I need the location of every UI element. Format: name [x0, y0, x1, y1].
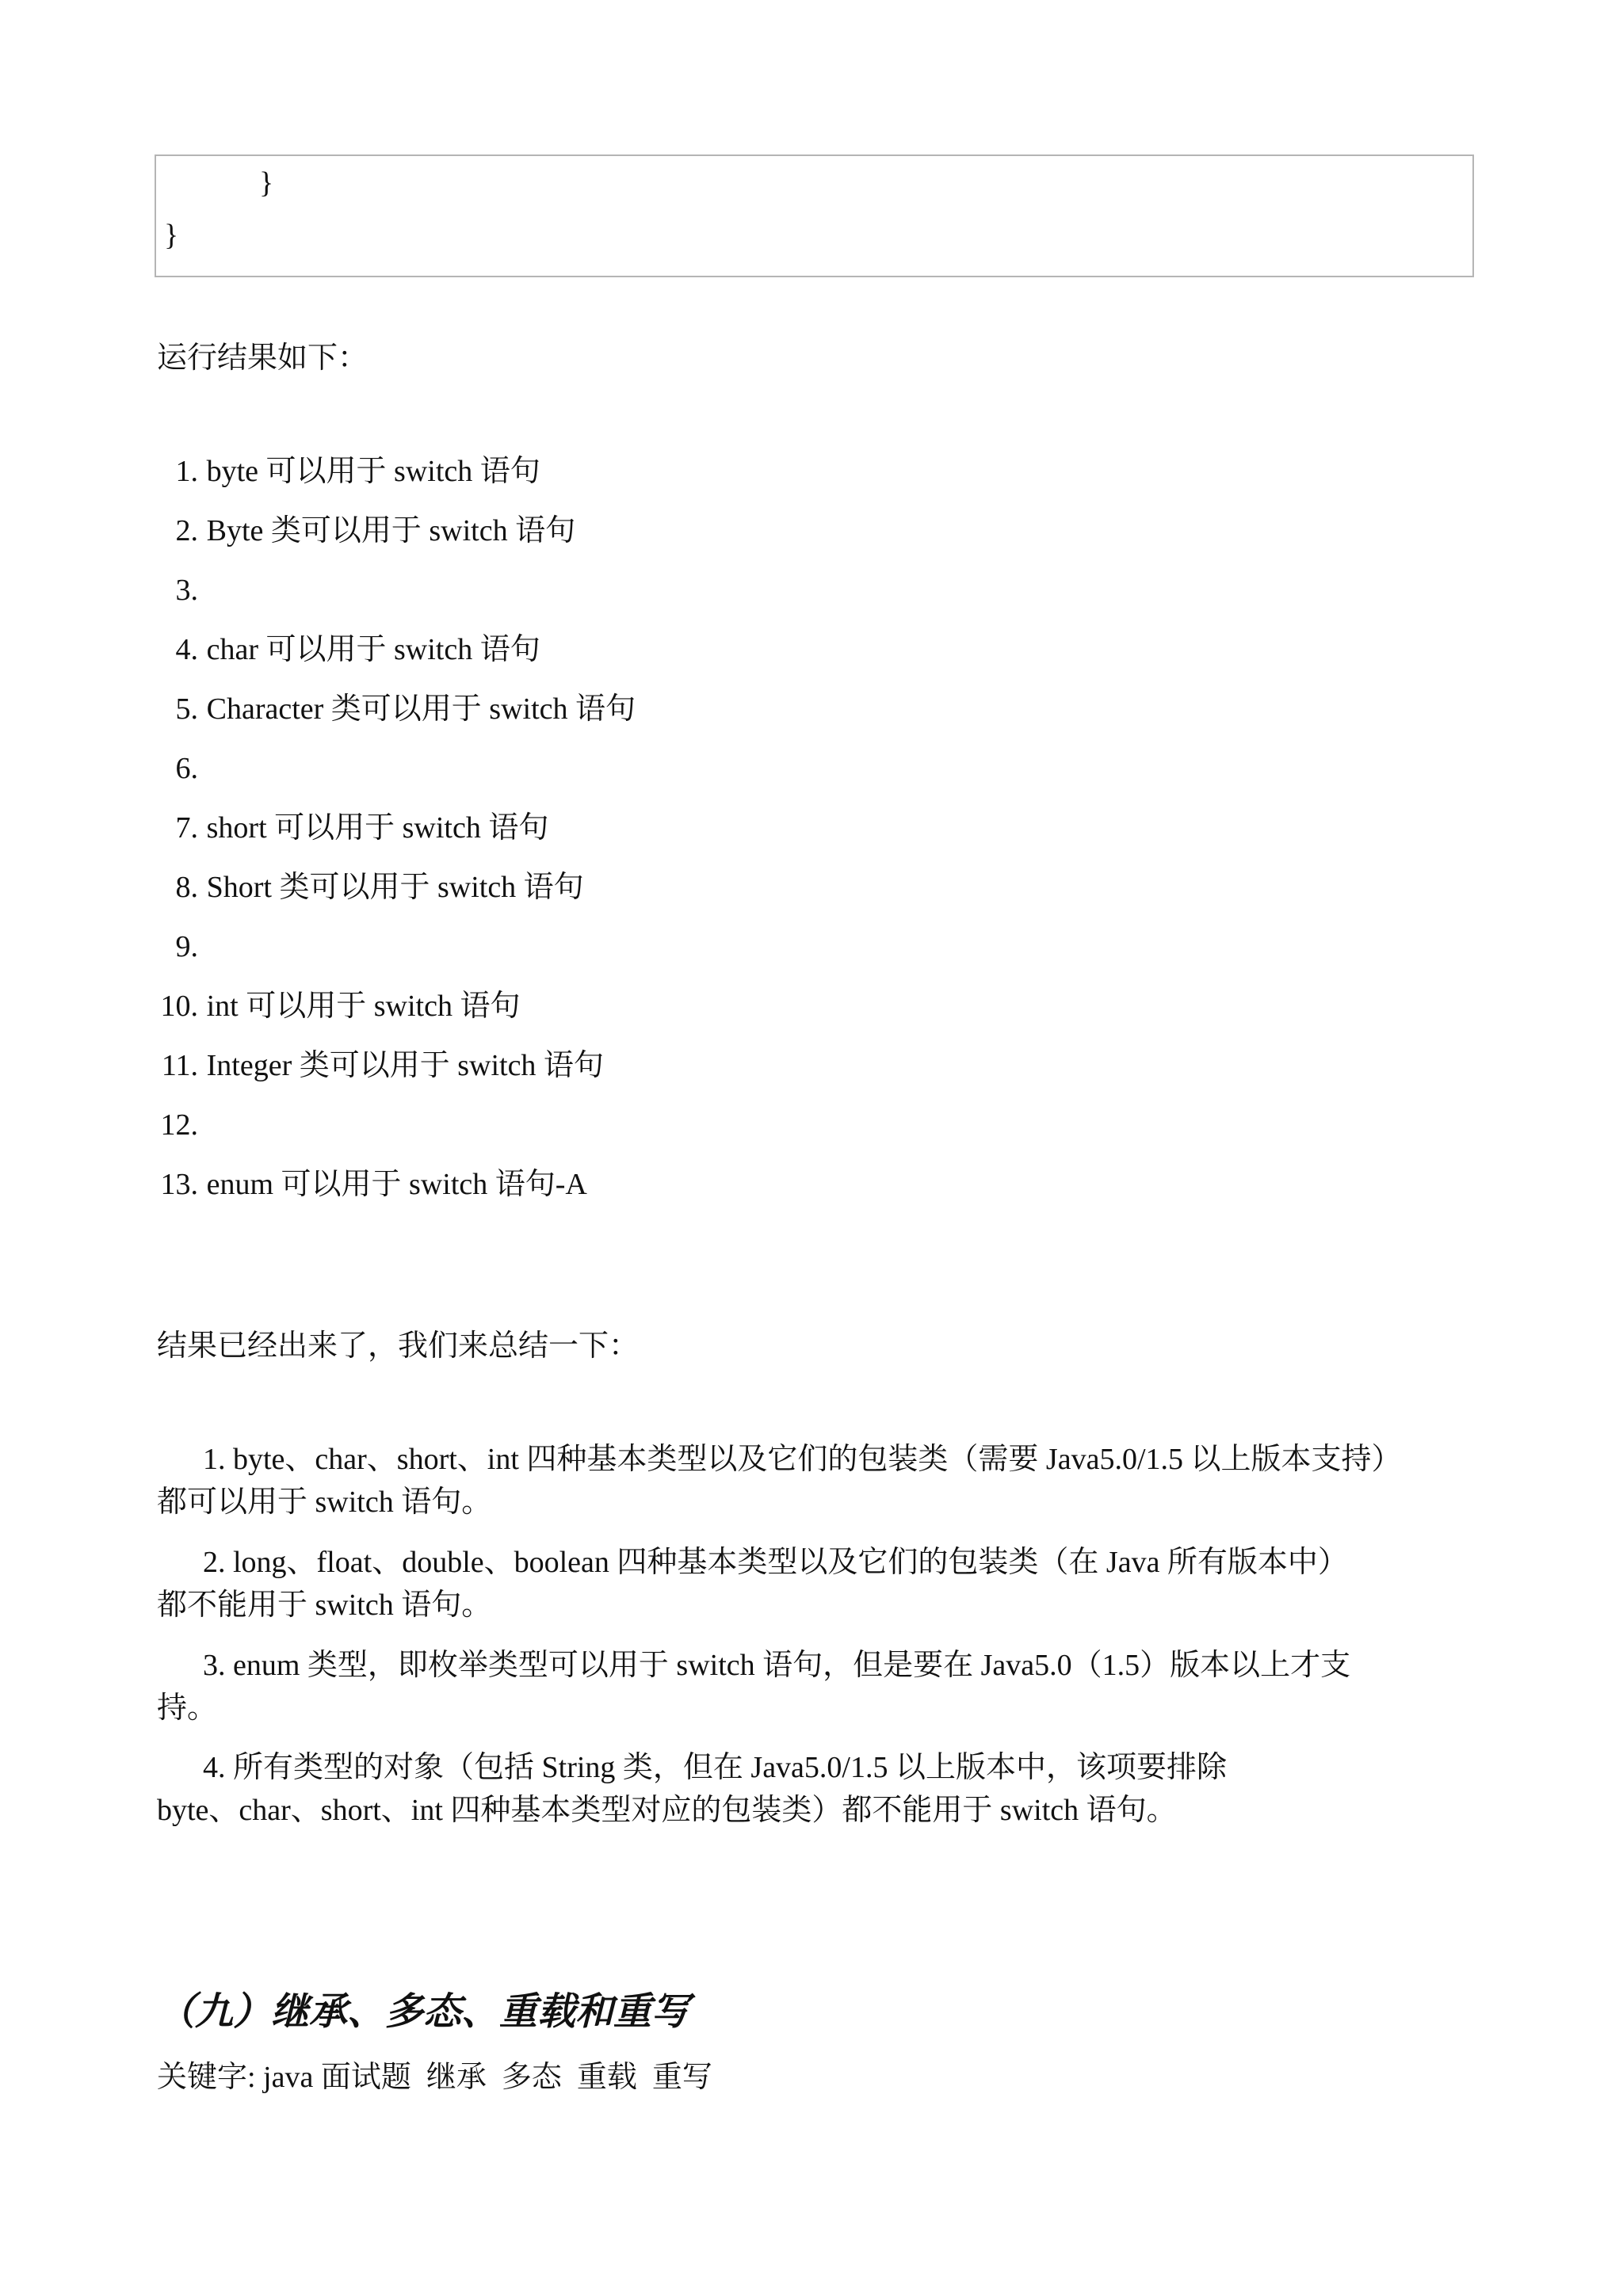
- summary-item-4: [157, 1746, 1488, 1832]
- list-item: 6.: [175, 752, 198, 785]
- section-heading: （九）继承、多态、重载和重写: [157, 1991, 690, 2033]
- list-item: 10. int 可以用于 switch 语句: [160, 990, 521, 1023]
- code-closing-brace-inner: }: [259, 166, 274, 200]
- list-item: 8. Short 类可以用于 switch 语句: [175, 871, 584, 904]
- code-closing-brace-outer: }: [164, 219, 179, 252]
- list-item: 7. short 可以用于 switch 语句: [175, 811, 549, 845]
- list-item: 13. enum 可以用于 switch 语句-A: [160, 1168, 587, 1201]
- summary-item-3-line1: 3. enum 类型，即枚举类型可以用于 switch 语句，但是要在 Java5.0（1.5）版本以上才支: [203, 1649, 1351, 1682]
- summary-intro: 结果已经出来了，我们来总结一下：: [157, 1329, 640, 1363]
- summary-item-2: [157, 1541, 1488, 1627]
- list-item: 4. char 可以用于 switch 语句: [175, 633, 540, 666]
- list-item: 5. Character 类可以用于 switch 语句: [175, 692, 636, 726]
- list-item: 2. Byte 类可以用于 switch 语句: [175, 514, 576, 547]
- list-item: 11. Integer 类可以用于 switch 语句: [161, 1049, 604, 1082]
- keywords-line: 关键字: java 面试题 继承 多态 重载 重写: [157, 2061, 712, 2094]
- summary-item-4-line1: 4. 所有类型的对象（包括 String 类，但在 Java5.0/1.5 以上版本中，该项要排除: [203, 1751, 1227, 1784]
- code-block: [155, 154, 1474, 277]
- summary-item-4-line2: byte、char、short、int 四种基本类型对应的包装类）都不能用于 switch 语句。: [157, 1794, 1177, 1827]
- run-result-intro: 运行结果如下：: [157, 341, 369, 375]
- list-item: 9.: [175, 930, 198, 963]
- list-item: 1. byte 可以用于 switch 语句: [175, 455, 540, 488]
- summary-item-2-line1: 2. long、float、double、boolean 四种基本类型以及它们的包装类（在 Java 所有版本中）: [203, 1546, 1348, 1579]
- list-item: 3.: [175, 574, 198, 607]
- summary-item-3: [157, 1644, 1488, 1730]
- list-item: 12.: [160, 1108, 198, 1142]
- summary-item-1-line2: 都可以用于 switch 语句。: [157, 1486, 492, 1519]
- summary-item-2-line2: 都不能用于 switch 语句。: [157, 1589, 492, 1622]
- summary-item-1-line1: 1. byte、char、short、int 四种基本类型以及它们的包装类（需要 Java5.0/1.5 以上版本支持）: [203, 1443, 1402, 1476]
- summary-item-3-line2: 持。: [157, 1691, 218, 1725]
- summary-item-1: [157, 1438, 1488, 1524]
